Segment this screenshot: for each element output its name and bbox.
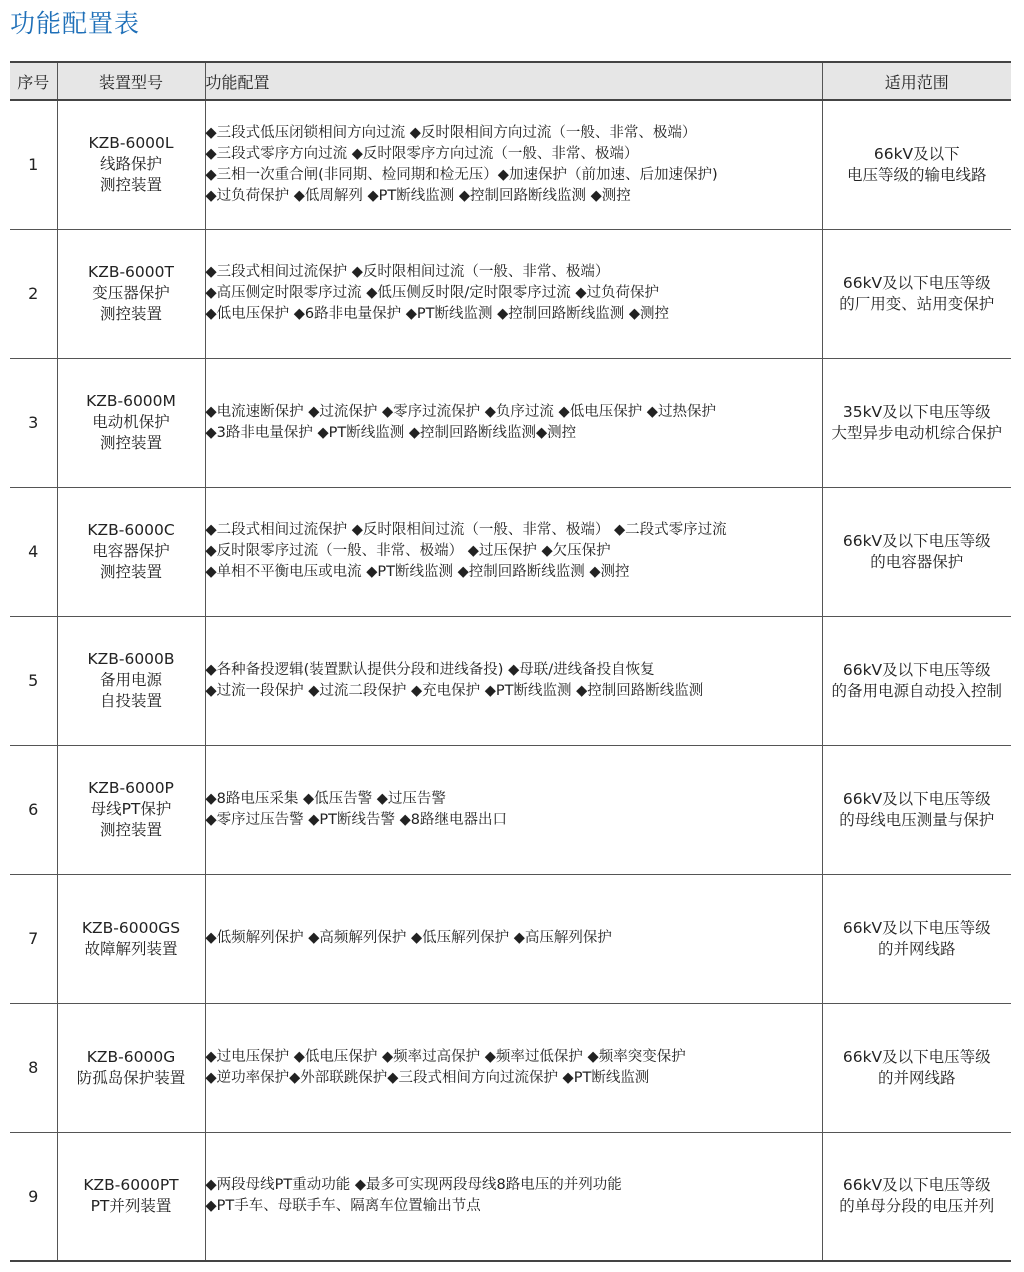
scope-line: 66kV及以下电压等级 — [842, 1176, 991, 1195]
device-model-cell — [57, 616, 205, 745]
table-row — [10, 100, 1011, 229]
device-name-line: 测控装置 — [99, 305, 162, 323]
scope-cell — [822, 229, 1011, 358]
device-name-line: 测控装置 — [99, 434, 162, 452]
function-line: ◆单相不平衡电压或电流 ◆PT断线监测 ◆控制回路断线监测 ◆测控 — [205, 564, 630, 580]
scope-line: 66kV及以下电压等级 — [842, 531, 991, 550]
row-seq: 7 — [10, 874, 57, 1003]
scope-line: 66kV及以下电压等级 — [842, 1047, 991, 1066]
device-name-line: 母线PT保护 — [90, 800, 172, 818]
table-row — [10, 745, 1011, 874]
function-cell — [205, 487, 822, 616]
device-model-cell — [57, 874, 205, 1003]
header-model: 装置型号 — [57, 62, 205, 100]
function-line: ◆低电压保护 ◆6路非电量保护 ◆PT断线监测 ◆控制回路断线监测 ◆测控 — [205, 306, 670, 322]
function-cell — [205, 358, 822, 487]
table-header-row — [10, 62, 1011, 100]
table-row — [10, 616, 1011, 745]
row-seq: 9 — [10, 1132, 57, 1261]
function-cell — [205, 616, 822, 745]
device-model-cell — [57, 229, 205, 358]
function-line: ◆低频解列保护 ◆高频解列保护 ◆低压解列保护 ◆高压解列保护 — [205, 930, 612, 946]
device-model-code: KZB-6000B — [87, 650, 175, 668]
device-model-code: KZB-6000G — [86, 1047, 176, 1066]
device-name-line: 变压器保护 — [92, 284, 170, 302]
device-model-cell — [57, 487, 205, 616]
function-line: ◆逆功率保护◆外部联跳保护◆三段式相间方向过流保护 ◆PT断线监测 — [205, 1069, 650, 1086]
device-model-code: KZB-6000P — [88, 779, 174, 797]
device-model-cell — [57, 745, 205, 874]
function-line: ◆过负荷保护 ◆低周解列 ◆PT断线监测 ◆控制回路断线监测 ◆测控 — [205, 187, 631, 204]
function-line: ◆高压侧定时限零序过流 ◆低压侧反时限/定时限零序过流 ◆过负荷保护 — [205, 285, 660, 301]
page-title: 功能配置表 — [10, 9, 141, 38]
row-seq: 4 — [10, 487, 57, 616]
scope-cell — [822, 100, 1011, 229]
function-line: ◆3路非电量保护 ◆PT断线监测 ◆控制回路断线监测◆测控 — [205, 424, 577, 441]
function-cell — [205, 1132, 822, 1261]
function-line: ◆过电压保护 ◆低电压保护 ◆频率过高保护 ◆频率过低保护 ◆频率突变保护 — [205, 1048, 686, 1065]
scope-line: 66kV及以下电压等级 — [842, 789, 991, 808]
function-line: ◆三相一次重合闸(非同期、检同期和检无压）◆加速保护（前加速、后加速保护) — [205, 166, 718, 183]
device-model-cell — [57, 100, 205, 229]
row-seq: 8 — [10, 1003, 57, 1132]
function-config-table — [10, 61, 1011, 1262]
device-model-code: KZB-6000L — [88, 134, 174, 153]
scope-line: 66kV及以下 — [873, 144, 960, 163]
scope-line: 电压等级的输电线路 — [846, 165, 987, 184]
device-model-code: KZB-6000T — [88, 263, 174, 281]
device-model-code: KZB-6000C — [87, 521, 175, 539]
device-name-line: 防孤岛保护装置 — [76, 1068, 186, 1087]
function-line: ◆PT手车、母联手车、隔离车位置输出节点 — [205, 1198, 481, 1215]
scope-line: 的母线电压测量与保护 — [839, 810, 995, 829]
table-body — [10, 100, 1011, 1261]
scope-cell — [822, 1132, 1011, 1261]
function-line: ◆过流一段保护 ◆过流二段保护 ◆充电保护 ◆PT断线监测 ◆控制回路断线监测 — [205, 682, 704, 699]
device-name-line: 测控装置 — [99, 176, 162, 195]
row-seq: 1 — [10, 100, 57, 229]
row-seq: 5 — [10, 616, 57, 745]
row-seq: 6 — [10, 745, 57, 874]
table-row — [10, 874, 1011, 1003]
scope-line: 的并网线路 — [877, 1068, 956, 1087]
function-line: ◆零序过压告警 ◆PT断线告警 ◆8路继电器出口 — [205, 811, 507, 828]
function-cell — [205, 229, 822, 358]
function-line: ◆二段式相间过流保护 ◆反时限相间过流（一般、非常、极端） ◆二段式零序过流 — [205, 522, 727, 538]
device-model-cell — [57, 1003, 205, 1132]
header-scope: 适用范围 — [822, 62, 1011, 100]
device-model-code: KZB-6000M — [86, 392, 176, 410]
scope-line: 的厂用变、站用变保护 — [839, 294, 995, 313]
device-name-line: 线路保护 — [99, 155, 162, 174]
header-seq: 序号 — [10, 62, 57, 100]
scope-cell — [822, 1003, 1011, 1132]
function-line: ◆各种备投逻辑(装置默认提供分段和进线备投) ◆母联/进线备投自恢复 — [205, 661, 655, 678]
row-seq: 3 — [10, 358, 57, 487]
scope-line: 大型异步电动机综合保护 — [831, 423, 1002, 442]
scope-cell — [822, 745, 1011, 874]
scope-line: 的备用电源自动投入控制 — [831, 681, 1002, 700]
function-line: ◆电流速断保护 ◆过流保护 ◆零序过流保护 ◆负序过流 ◆低电压保护 ◆过热保护 — [205, 403, 716, 420]
device-name-line: 自投装置 — [99, 692, 162, 710]
scope-line: 66kV及以下电压等级 — [842, 918, 991, 937]
scope-cell — [822, 487, 1011, 616]
device-name-line: 电容器保护 — [92, 542, 170, 560]
device-name-line: 测控装置 — [99, 821, 162, 839]
function-line: ◆反时限零序过流（一般、非常、极端） ◆过压保护 ◆欠压保护 — [205, 543, 611, 559]
device-model-cell — [57, 358, 205, 487]
device-name-line: 故障解列装置 — [84, 939, 178, 958]
device-name-line: 电动机保护 — [92, 413, 170, 431]
table-row — [10, 1003, 1011, 1132]
function-line: ◆三段式相间过流保护 ◆反时限相间过流（一般、非常、极端） — [205, 264, 610, 280]
scope-line: 66kV及以下电压等级 — [842, 660, 991, 679]
function-line: ◆三段式零序方向过流 ◆反时限零序方向过流（一般、非常、极端） — [205, 145, 639, 162]
function-line: ◆三段式低压闭锁相间方向过流 ◆反时限相间方向过流（一般、非常、极端） — [205, 124, 697, 141]
function-line: ◆两段母线PT重动功能 ◆最多可实现两段母线8路电压的并列功能 — [205, 1177, 622, 1194]
function-cell — [205, 1003, 822, 1132]
table-row — [10, 487, 1011, 616]
device-model-cell — [57, 1132, 205, 1261]
table-row — [10, 1132, 1011, 1261]
device-name-line: 测控装置 — [99, 563, 162, 581]
function-line: ◆8路电压采集 ◆低压告警 ◆过压告警 — [205, 790, 446, 807]
device-name-line: PT并列装置 — [90, 1197, 172, 1216]
device-model-code: KZB-6000GS — [81, 918, 181, 937]
header-function: 功能配置 — [205, 62, 822, 100]
scope-line: 的电容器保护 — [870, 552, 964, 571]
scope-line: 35kV及以下电压等级 — [842, 402, 991, 421]
scope-cell — [822, 874, 1011, 1003]
table-row — [10, 358, 1011, 487]
function-cell — [205, 745, 822, 874]
scope-cell — [822, 616, 1011, 745]
device-name-line: 备用电源 — [99, 671, 162, 689]
scope-line: 的单母分段的电压并列 — [839, 1197, 995, 1216]
scope-line: 的并网线路 — [877, 939, 956, 958]
row-seq: 2 — [10, 229, 57, 358]
scope-cell — [822, 358, 1011, 487]
function-cell — [205, 874, 822, 1003]
scope-line: 66kV及以下电压等级 — [842, 273, 991, 292]
device-model-code: KZB-6000PT — [83, 1176, 179, 1195]
function-cell — [205, 100, 822, 229]
table-row — [10, 229, 1011, 358]
